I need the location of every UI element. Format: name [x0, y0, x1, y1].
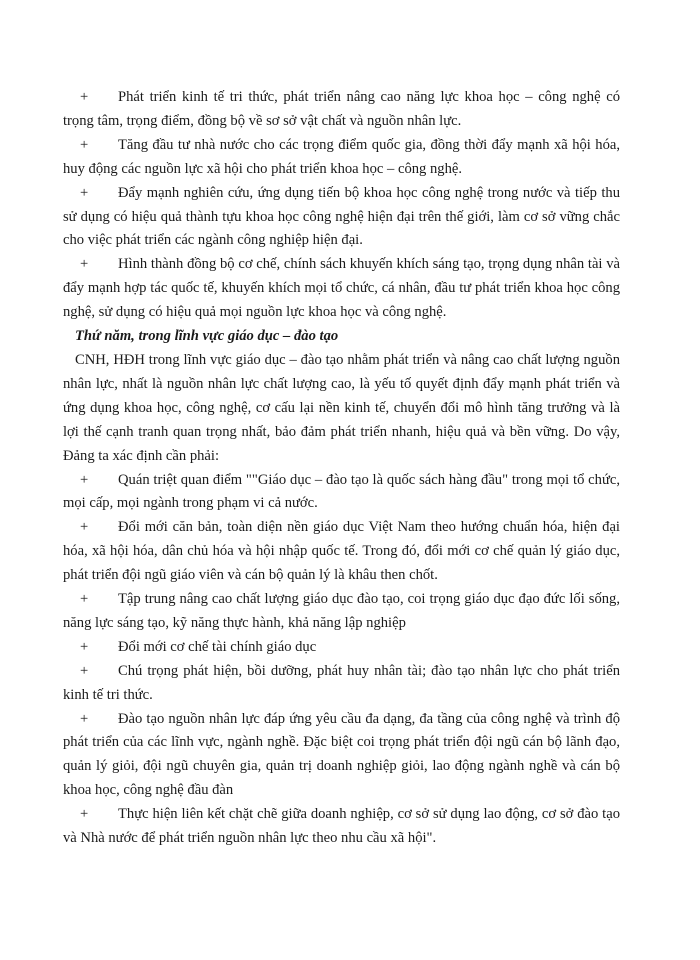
bullet-paragraph: + Phát triển kinh tế tri thức, phát triển nâng cao năng lực khoa học – công nghệ có trọng tâm, trọng điểm, đồng bộ về sơ sở vật chất và nguồn nhân lực.	[63, 86, 620, 134]
plus-bullet: +	[80, 184, 89, 201]
bullet-paragraph: + Đổi mới căn bản, toàn diện nền giáo dục Việt Nam theo hướng chuẩn hóa, hiện đại hóa, xã hội hóa, dân chủ hóa và hội nhập quốc tế. Trong đó, đổi mới cơ chế quản lý giáo dục, phát triển đội ngũ giáo viên và cán bộ quản lý là khâu then chốt.	[63, 516, 620, 588]
bullet-paragraph: + Đổi mới cơ chế tài chính giáo dục	[63, 636, 620, 660]
plus-bullet: +	[80, 136, 89, 153]
section-heading: Thứ năm, trong lĩnh vực giáo dục – đào tạo	[75, 328, 339, 345]
bullet-paragraph: + Hình thành đồng bộ cơ chế, chính sách khuyến khích sáng tạo, trọng dụng nhân tài và đẩy mạnh hợp tác quốc tế, khuyến khích mọi tổ chức, cá nhân, đầu tư phát triển khoa học công nghệ, sử dụng có hiệu quả mọi nguồn lực khoa học và công nghệ.	[63, 253, 620, 325]
plus-bullet: +	[80, 638, 89, 655]
plus-bullet: +	[80, 591, 89, 608]
bullet-paragraph: + Tập trung nâng cao chất lượng giáo dục đào tạo, coi trọng giáo dục đạo đức lối sống, năng lực sáng tạo, kỹ năng thực hành, khả năng lập nghiệp	[63, 588, 620, 636]
bullet-paragraph: + Đào tạo nguồn nhân lực đáp ứng yêu cầu đa dạng, đa tầng của công nghệ và trình độ phát triển của các lĩnh vực, ngành nghề. Đặc biệt coi trọng phát triển đội ngũ cán bộ lãnh đạo, quản lý giỏi, đội ngũ chuyên gia, quản trị doanh nghiệp giỏi, lao động ngành nghề và cán bộ khoa học, công nghệ đầu đàn	[63, 708, 620, 804]
plus-bullet: +	[80, 256, 89, 273]
plus-bullet: +	[80, 806, 89, 823]
plus-bullet: +	[80, 519, 89, 536]
bullet-paragraph: + Quán triệt quan điểm ""Giáo dục – đào tạo là quốc sách hàng đầu" trong mọi tổ chức, mọi cấp, mọi ngành trong phạm vi cả nước.	[63, 469, 620, 517]
plus-bullet: +	[80, 710, 89, 727]
bullet-paragraph: + Chú trọng phát hiện, bồi dưỡng, phát huy nhân tài; đào tạo nhân lực cho phát triển kinh tế tri thức.	[63, 660, 620, 708]
plus-bullet: +	[80, 89, 89, 105]
document-page	[63, 86, 620, 851]
plus-bullet: +	[80, 471, 89, 488]
intro-paragraph: CNH, HĐH trong lĩnh vực giáo dục – đào tạo nhằm phát triển và nâng cao chất lượng nguồn nhân lực, nhất là nguồn nhân lực chất lượng cao, là yếu tố quyết định đẩy mạnh phát triển và ứng dụng khoa học, công nghệ, cơ cấu lại nền kinh tế, chuyển đổi mô hình tăng trưởng và là lợi thế cạnh tranh quan trọng nhất, bảo đảm phát triển nhanh, hiệu quả và bền vững. Do vậy, Đảng ta xác định cần phải:	[63, 351, 620, 464]
bullet-paragraph: + Thực hiện liên kết chặt chẽ giữa doanh nghiệp, cơ sở sử dụng lao động, cơ sở đào tạo và Nhà nước để phát triển nguồn nhân lực theo nhu cầu xã hội".	[63, 803, 620, 851]
bullet-paragraph: + Tăng đầu tư nhà nước cho các trọng điểm quốc gia, đồng thời đẩy mạnh xã hội hóa, huy động các nguồn lực xã hội cho phát triển khoa học – công nghệ.	[63, 134, 620, 182]
plus-bullet: +	[80, 662, 89, 679]
bullet-paragraph: + Đẩy mạnh nghiên cứu, ứng dụng tiến bộ khoa học công nghệ trong nước và tiếp thu sử dụng có hiệu quả thành tựu khoa học công nghệ hiện đại trên thế giới, làm cơ sở vững chắc cho việc phát triển các ngành công nghiệp hiện đại.	[63, 182, 620, 254]
